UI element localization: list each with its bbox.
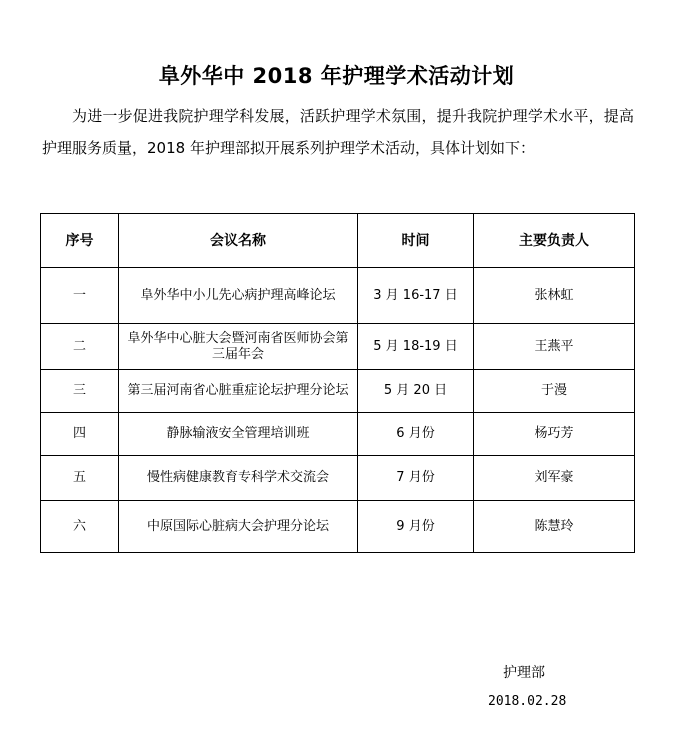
cell-owner: 陈慧玲 (474, 501, 635, 553)
cell-no: 三 (41, 370, 119, 413)
cell-time: 7 月份 (358, 456, 474, 501)
cell-owner: 王燕平 (474, 324, 635, 370)
header-owner: 主要负责人 (474, 214, 635, 268)
cell-owner: 刘军豪 (474, 456, 635, 501)
document-title: 阜外华中 2018 年护理学术活动计划 (158, 64, 515, 88)
header-name: 会议名称 (119, 214, 358, 268)
intro-paragraph: 为进一步促进我院护理学科发展，活跃护理学术氛围，提升我院护理学术水平，提高护理服务质量，2018 年护理部拟开展系列护理学术活动，具体计划如下： (42, 107, 634, 157)
cell-no: 二 (41, 324, 119, 370)
cell-time: 9 月份 (358, 501, 474, 553)
cell-time: 3 月 16-17 日 (358, 268, 474, 324)
cell-owner: 于漫 (474, 370, 635, 413)
table-row (41, 370, 635, 413)
cell-name: 慢性病健康教育专科学术交流会 (119, 456, 358, 501)
header-time: 时间 (358, 214, 474, 268)
table-row (41, 268, 635, 324)
cell-owner: 张林虹 (474, 268, 635, 324)
cell-name: 中原国际心脏病大会护理分论坛 (119, 501, 358, 553)
signature-date: 2018.02.28 (488, 694, 567, 709)
table-header-row (41, 214, 635, 268)
cell-no: 五 (41, 456, 119, 501)
signature-department: 护理部 (503, 665, 545, 681)
cell-name: 阜外华中心脏大会暨河南省医师协会第三届年会 (119, 324, 358, 370)
table-row (41, 456, 635, 501)
table-row (41, 501, 635, 553)
cell-time: 6 月份 (358, 413, 474, 456)
cell-no: 四 (41, 413, 119, 456)
cell-time: 5 月 18-19 日 (358, 324, 474, 370)
cell-name: 第三届河南省心脏重症论坛护理分论坛 (119, 370, 358, 413)
activity-plan-table (40, 213, 635, 553)
cell-name: 静脉输液安全管理培训班 (119, 413, 358, 456)
cell-no: 六 (41, 501, 119, 553)
cell-no: 一 (41, 268, 119, 324)
header-no: 序号 (41, 214, 119, 268)
cell-name: 阜外华中小儿先心病护理高峰论坛 (119, 268, 358, 324)
cell-time: 5 月 20 日 (358, 370, 474, 413)
table-row (41, 324, 635, 370)
cell-owner: 杨巧芳 (474, 413, 635, 456)
table-row (41, 413, 635, 456)
